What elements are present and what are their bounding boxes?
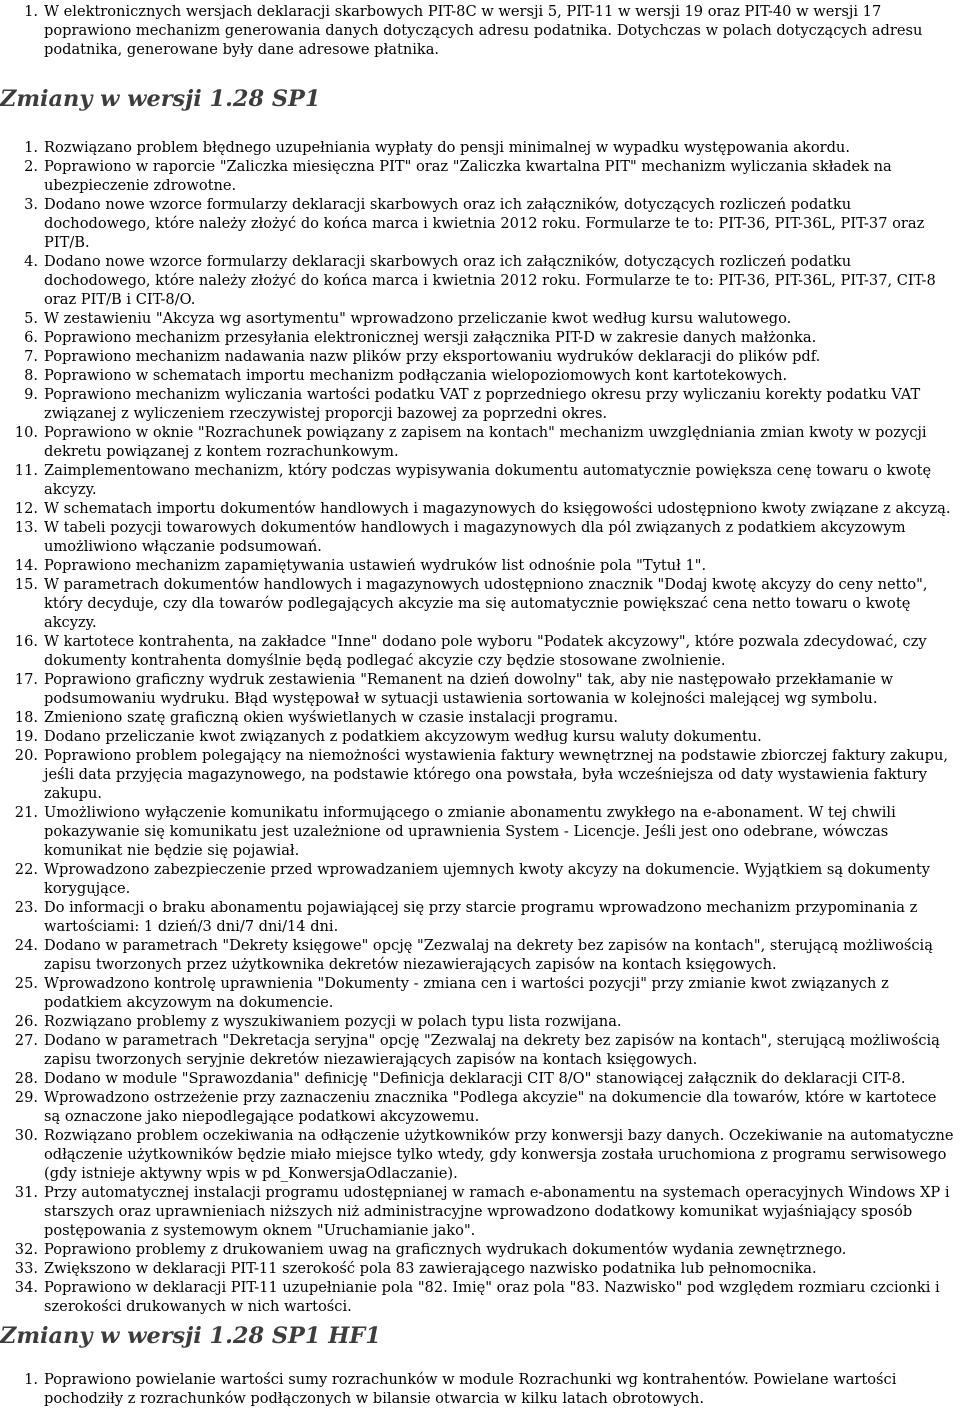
list-item	[0, 252, 960, 309]
item-text: W tabeli pozycji towarowych dokumentów handlowych i magazynowych dla pól związanych z podatkiem akcyzowym umożliwiono włączanie podsumowań.	[44, 519, 906, 555]
list-item	[0, 670, 960, 708]
list-item	[0, 1183, 960, 1240]
list-item	[0, 936, 960, 974]
list-item	[0, 328, 960, 347]
list-item	[0, 575, 960, 632]
item-text: Poprawiono mechanizm przesyłania elektronicznej wersji załącznika PIT-D w zakresie danych małżonka.	[44, 329, 817, 346]
item-text: Wprowadzono ostrzeżenie przy zaznaczeniu znacznika "Podlega akcyzie" na dokumencie dla towarów, które w kartotece są oznaczone jako niepodlegające podatkowi akcyzowemu.	[44, 1089, 937, 1125]
list-item	[0, 1031, 960, 1069]
list-item	[0, 746, 960, 803]
item-number: 16.	[14, 633, 38, 650]
item-number: 4.	[24, 253, 38, 270]
item-number: 32.	[14, 1241, 38, 1258]
item-text: Rozwiązano problemy z wyszukiwaniem pozycji w polach typu lista rozwijana.	[44, 1013, 622, 1030]
item-text: Poprawiono graficzny wydruk zestawienia "Remanent na dzień dowolny" tak, aby nie następowało przekłamanie w podsumowaniu wydruku. Błąd występował w sytuacji ustawienia sortowania w kolejności malejącej wg symbolu.	[44, 671, 894, 707]
item-text: Poprawiono w schematach importu mechanizm podłączania wielopoziomowych kont kartotekowych.	[44, 367, 788, 384]
item-text: Poprawiono w oknie "Rozrachunek powiązany z zapisem na kontach" mechanizm uwzględniania zmian kwoty w pozycji dekretu powiązanej z kontem rozrachunkowym.	[44, 424, 927, 460]
item-text: Poprawiono w deklaracji PIT-11 uzupełnianie pola "82. Imię" oraz pola "83. Nazwisko" pod względem rozmiaru czcionki i szerokości drukowanych w nich wartości.	[44, 1279, 940, 1315]
item-number: 19.	[14, 728, 38, 745]
list-item	[0, 1012, 960, 1031]
item-number: 18.	[14, 709, 38, 726]
list-item	[0, 1240, 960, 1259]
item-number: 10.	[14, 424, 38, 441]
item-text: Przy automatycznej instalacji programu udostępnianej w ramach e-abonamentu na systemach operacyjnych Windows XP i starszych oraz uprawnieniach niższych niż administracyjne wprowadzono dodatkowy komunikat wyjaśniający sposób postępowania z systemowym oknem "Uruchamianie jako".	[44, 1184, 950, 1239]
list-item	[0, 803, 960, 860]
item-text: Dodano w parametrach "Dekrety księgowe" opcję "Zezwalaj na dekrety bez zapisów na kontach", sterującą możliwością zapisu tworzonych przez użytkownika dekretów niezawierających zapisów na kontach księgowych.	[44, 937, 933, 973]
list-item	[0, 461, 960, 499]
item-number: 5.	[24, 310, 38, 327]
intro-list	[0, 2, 960, 59]
item-number: 13.	[14, 519, 38, 536]
sp1-changes-list	[0, 138, 960, 1316]
item-text: Poprawiono mechanizm wyliczania wartości podatku VAT z poprzedniego okresu przy wyliczaniu korekty podatku VAT związanej z wyliczeniem rzeczywistej proporcji bazowej za poprzedni okres.	[44, 386, 921, 422]
list-item	[0, 195, 960, 252]
item-number: 33.	[14, 1260, 38, 1277]
item-text: Wprowadzono zabezpieczenie przed wprowadzaniem ujemnych kwoty akcyzy na dokumencie. Wyjątkiem są dokumenty korygujące.	[44, 861, 931, 897]
item-number: 25.	[14, 975, 38, 992]
list-item	[0, 347, 960, 366]
item-text: Poprawiono mechanizm nadawania nazw plików przy eksportowaniu wydruków deklaracji do plików pdf.	[44, 348, 821, 365]
item-number: 1.	[24, 1371, 38, 1388]
item-number: 23.	[14, 899, 38, 916]
item-text: Wprowadzono kontrolę uprawnienia "Dokumenty - zmiana cen i wartości pozycji" przy zmianie kwot związanych z podatkiem akcyzowym na dokumencie.	[44, 975, 889, 1011]
list-item	[0, 974, 960, 1012]
list-item	[0, 1278, 960, 1316]
item-text: Zwiększono w deklaracji PIT-11 szerokość pola 83 zawierającego nazwisko podatnika lub pełnomocnika.	[44, 1260, 817, 1277]
list-item	[0, 385, 960, 423]
item-text: Dodano w module "Sprawozdania" definicję "Definicja deklaracji CIT 8/O" stanowiącej załącznik do deklaracji CIT-8.	[44, 1070, 906, 1087]
item-number: 20.	[14, 747, 38, 764]
item-text: Poprawiono problem polegający na niemożności wystawienia faktury wewnętrznej na podstawie zbiorczej faktury zakupu, jeśli data przyjęcia magazynowego, na podstawie którego ona powstała, była wcześniejsza od daty wystawienia faktury zakupu.	[44, 747, 949, 802]
item-text: Rozwiązano problem błędnego uzupełniania wypłaty do pensji minimalnej w wypadku występowania akordu.	[44, 139, 850, 156]
item-number: 28.	[14, 1070, 38, 1087]
list-item	[0, 309, 960, 328]
item-number: 22.	[14, 861, 38, 878]
item-text: Poprawiono w raporcie "Zaliczka miesięczna PIT" oraz "Zaliczka kwartalna PIT" mechanizm wyliczania składek na ubezpieczenie zdrowotne.	[44, 158, 892, 194]
item-text: Zaimplementowano mechanizm, który podczas wypisywania dokumentu automatycznie powiększa cenę towaru o kwotę akcyzy.	[44, 462, 932, 498]
item-text: Zmieniono szatę graficzną okien wyświetlanych w czasie instalacji programu.	[44, 709, 619, 726]
item-text: W elektronicznych wersjach deklaracji skarbowych PIT-8C w wersji 5, PIT-11 w wersji 19 oraz PIT-40 w wersji 17 poprawiono mechanizm generowania danych dotyczących adresu podatnika. Dotychczas w polach dotyczących adresu podatnika, generowane były dane adresowe płatnika.	[44, 3, 923, 58]
list-item	[0, 157, 960, 195]
list-item	[0, 860, 960, 898]
item-number: 7.	[24, 348, 38, 365]
item-number: 15.	[14, 576, 38, 593]
list-item	[0, 1069, 960, 1088]
item-text: W schematach importu dokumentów handlowych i magazynowych do księgowości udostępniono kwoty związane z akcyzą.	[44, 500, 951, 517]
item-text: Poprawiono mechanizm zapamiętywania ustawień wydruków list odnośnie pola "Tytuł 1".	[44, 557, 707, 574]
item-number: 12.	[14, 500, 38, 517]
item-number: 24.	[14, 937, 38, 954]
item-text: Dodano przeliczanie kwot związanych z podatkiem akcyzowym według kursu waluty dokumentu.	[44, 728, 762, 745]
item-number: 9.	[24, 386, 38, 403]
section-heading-sp1-hf1: Zmiany w wersji 1.28 SP1 HF1	[0, 1323, 381, 1349]
item-number: 27.	[14, 1032, 38, 1049]
item-number: 6.	[24, 329, 38, 346]
list-item	[0, 632, 960, 670]
item-number: 11.	[14, 462, 38, 479]
list-item	[0, 423, 960, 461]
item-number: 30.	[14, 1127, 38, 1144]
item-text: Rozwiązano problem oczekiwania na odłączenie użytkowników przy konwersji bazy danych. Oczekiwanie na automatyczne odłączenie użytkowników będzie miało miejsce tylko wtedy, gdy konwersja została uruchomiona z programu serwisowego (gdy istnieje aktywny wpis w pd_KonwersjaOdlaczanie).	[44, 1127, 954, 1182]
list-item	[0, 1259, 960, 1278]
sp1-hf1-changes-list	[0, 1370, 960, 1408]
list-item	[0, 499, 960, 518]
list-item	[0, 366, 960, 385]
item-text: Poprawiono powielanie wartości sumy rozrachunków w module Rozrachunki wg kontrahentów. Powielane wartości pochodziły z rozrachunków podłączonych w bilansie otwarcia w kilku latach obrotowych.	[44, 1371, 897, 1407]
item-text: W parametrach dokumentów handlowych i magazynowych udostępniono znacznik "Dodaj kwotę akcyzy do ceny netto", który decyduje, czy dla towarów podlegających akcyzie ma się automatycznie powiększać cena netto towaru o kwotę akcyzy.	[44, 576, 928, 631]
list-item	[0, 138, 960, 157]
item-text: Dodano w parametrach "Dekretacja seryjna" opcję "Zezwalaj na dekrety bez zapisów na kontach", sterującą możliwością zapisu tworzonych seryjnie dekretów niezawierających zapisów na kontach księgowych.	[44, 1032, 940, 1068]
item-number: 17.	[14, 671, 38, 688]
item-text: Do informacji o braku abonamentu pojawiającej się przy starcie programu wprowadzono mechanizm przypominania z wartościami: 1 dzień/3 dni/7 dni/14 dni.	[44, 899, 918, 935]
item-number: 8.	[24, 367, 38, 384]
item-number: 14.	[14, 557, 38, 574]
list-item	[0, 1126, 960, 1183]
item-text: Dodano nowe wzorce formularzy deklaracji skarbowych oraz ich załączników, dotyczących rozliczeń podatku dochodowego, które należy złożyć do końca marca i kwietnia 2012 roku. Formularze te to: PIT-36, PIT-36L, PIT-37 oraz PIT/B.	[44, 196, 925, 251]
section-heading-sp1: Zmiany w wersji 1.28 SP1	[0, 86, 321, 112]
list-item	[0, 708, 960, 727]
item-text: W zestawieniu "Akcyza wg asortymentu" wprowadzono przeliczanie kwot według kursu walutowego.	[44, 310, 792, 327]
item-text: Dodano nowe wzorce formularzy deklaracji skarbowych oraz ich załączników, dotyczących rozliczeń podatku dochodowego, które należy złożyć do końca marca i kwietnia 2012 roku. Formularze te to: PIT-36, PIT-36L, PIT-37, CIT-8 oraz PIT/B i CIT-8/O.	[44, 253, 936, 308]
list-item	[0, 2, 960, 59]
list-item	[0, 556, 960, 575]
item-number: 3.	[24, 196, 38, 213]
list-item	[0, 898, 960, 936]
item-number: 1.	[24, 139, 38, 156]
item-number: 26.	[14, 1013, 38, 1030]
item-number: 31.	[14, 1184, 38, 1201]
item-number: 21.	[14, 804, 38, 821]
item-number: 34.	[14, 1279, 38, 1296]
item-number: 1.	[24, 3, 38, 20]
list-item	[0, 518, 960, 556]
list-item	[0, 1088, 960, 1126]
item-text: Umożliwiono wyłączenie komunikatu informującego o zmianie abonamentu zwykłego na e-abonament. W tej chwili pokazywanie się komunikatu jest uzależnione od uprawnienia System - Licencje. Jeśli jest ono odebrane, wówczas komunikat nie będzie się pojawiał.	[44, 804, 896, 859]
item-text: W kartotece kontrahenta, na zakładce "Inne" dodano pole wyboru "Podatek akcyzowy", które pozwala zdecydować, czy dokumenty kontrahenta domyślnie będą podlegać akcyzie czy będzie stosowane zwolnienie.	[44, 633, 927, 669]
list-item	[0, 1370, 960, 1408]
item-text: Poprawiono problemy z drukowaniem uwag na graficznych wydrukach dokumentów wydania zewnętrznego.	[44, 1241, 847, 1258]
item-number: 2.	[24, 158, 38, 175]
item-number: 29.	[14, 1089, 38, 1106]
list-item	[0, 727, 960, 746]
